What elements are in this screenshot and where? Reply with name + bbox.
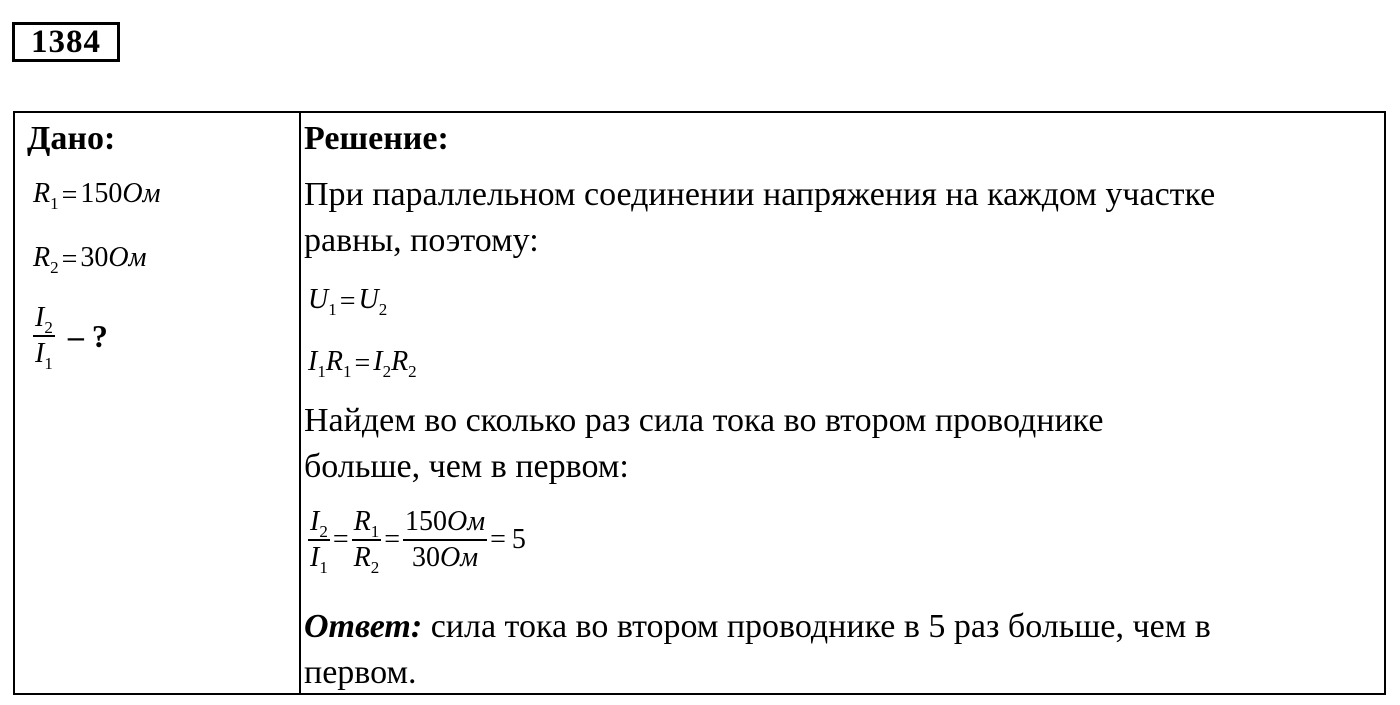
equation-ohm: $I_1R_1 = I_2R_2$ — [308, 346, 417, 381]
solution-paragraph-1-line-2: равны, поэтому: — [304, 222, 539, 259]
column-divider — [299, 113, 301, 693]
ratio-result: 5 — [511, 524, 526, 555]
solution-table — [13, 111, 1386, 695]
given-unknown: $\frac{I_2}{I_1}$ – ? — [35, 302, 108, 373]
solution-heading: Решение: — [304, 120, 449, 157]
equation-voltage: $U_1 = U_2$ — [308, 284, 388, 319]
solution-paragraph-2-line-1: Найдем во сколько раз сила тока во втором проводнике — [304, 402, 1104, 439]
answer-label: Ответ: — [304, 608, 423, 645]
answer-text-1: сила тока во втором проводнике в 5 раз больше, чем в — [430, 608, 1211, 645]
answer-line-2: первом. — [304, 654, 417, 691]
given-r1: $R_1 = 150Ом$ — [33, 178, 161, 213]
equation-ratio: $\frac{I_2}{I_1}$ = $\frac{R_1}{R_2}$ = $\frac{150Ом}{30Ом}$ = 5 — [308, 505, 529, 575]
unknown-fraction: $\frac{I_2}{I_1}$ — [35, 302, 53, 373]
solution-paragraph-1-line-1: При параллельном соединении напряжения на каждом участке — [304, 176, 1216, 213]
given-r2: $R_2 = 30Ом$ — [33, 242, 147, 277]
answer-line-1 — [304, 607, 1211, 647]
problem-number: 1384 — [12, 22, 120, 62]
given-heading: Дано: — [27, 120, 116, 157]
solution-paragraph-2-line-2: больше, чем в первом: — [304, 448, 629, 485]
ratio-fraction-values: $\frac{150Ом}{30Ом}$ — [405, 506, 486, 573]
ratio-fraction-resistances: $\frac{R_1}{R_2}$ — [353, 506, 380, 577]
ratio-fraction-currents: $\frac{I_2}{I_1}$ — [310, 506, 328, 577]
